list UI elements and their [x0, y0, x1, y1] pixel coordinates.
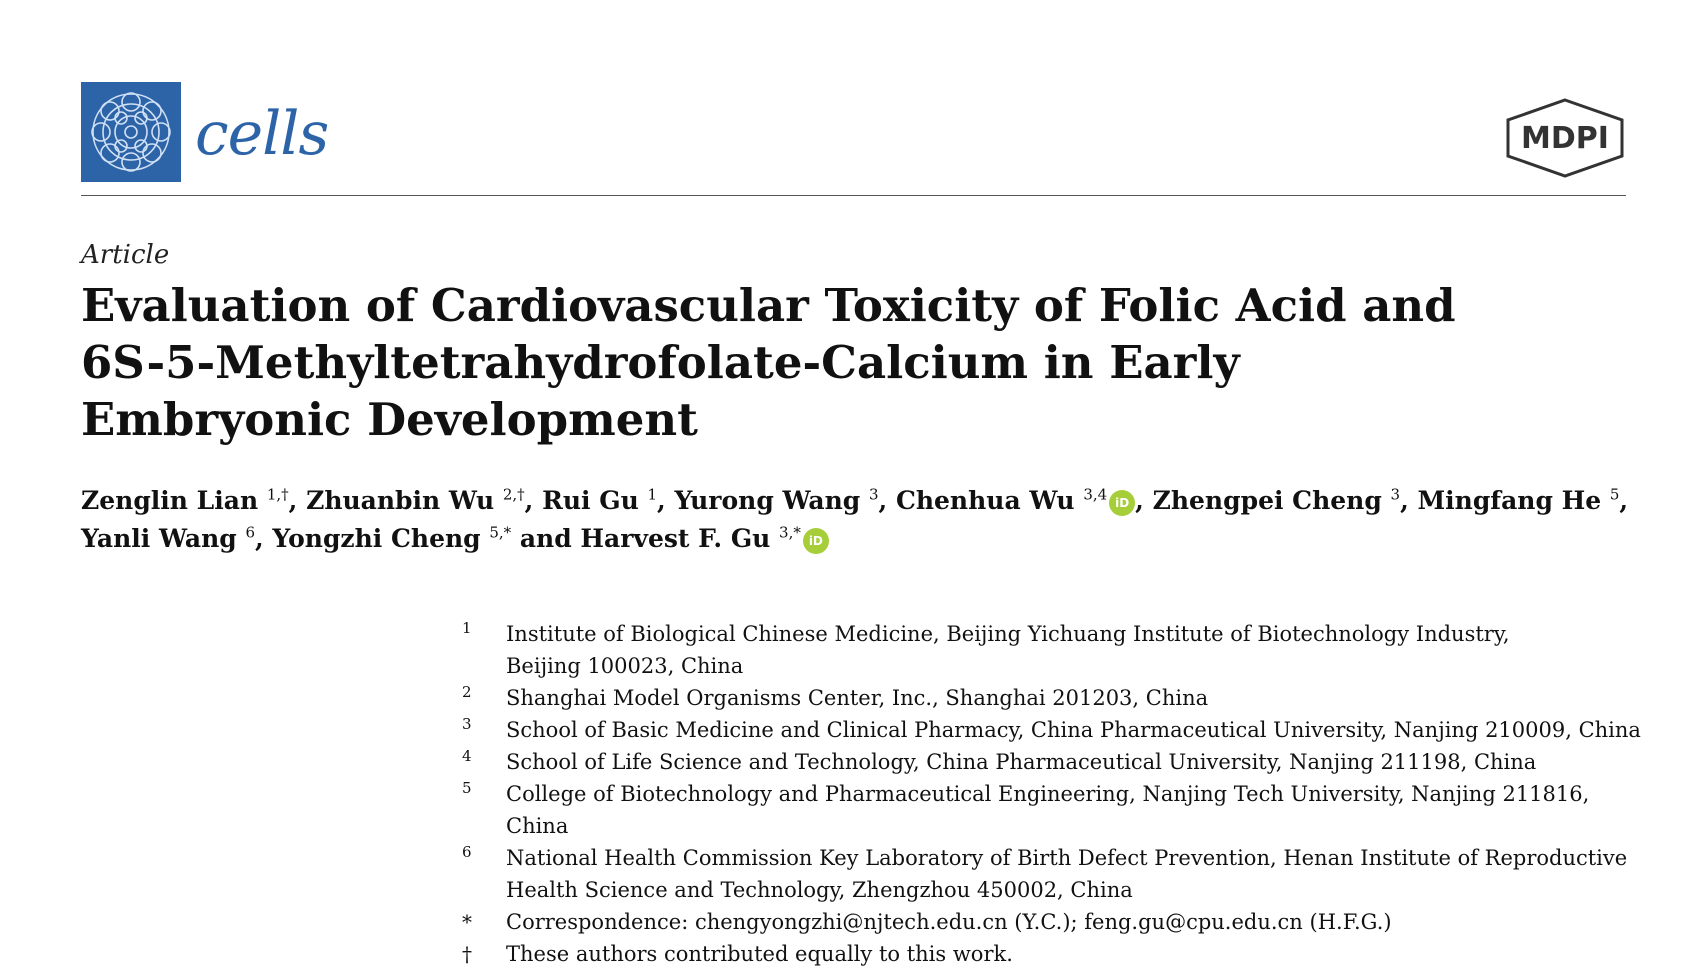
- affiliation-mark: 3: [462, 715, 472, 733]
- author-separator: ,: [524, 486, 543, 515]
- affiliation-text: College of Biotechnology and Pharmaceutical Engineering, Nanjing Tech University, Nanjing 211816, China: [506, 782, 1590, 838]
- affiliation-text: Beijing 100023, China: [506, 654, 744, 678]
- affiliation-text: School of Life Science and Technology, China Pharmaceutical University, Nanjing 211198, China: [506, 750, 1537, 774]
- affiliation-item: [462, 682, 1642, 714]
- author-affiliation-sup: 5,*: [489, 523, 512, 542]
- author-name: Yanli Wang: [81, 524, 246, 553]
- affiliation-text: National Health Commission Key Laboratory of Birth Defect Prevention, Henan Institute of Reproductive: [506, 846, 1628, 870]
- affiliation-item: [462, 842, 1642, 906]
- affiliation-item: [462, 714, 1642, 746]
- journal-logo: [81, 82, 181, 182]
- affiliation-list: [462, 618, 1642, 970]
- affiliation-mark: 1: [462, 619, 472, 637]
- article-type: Article: [81, 240, 170, 270]
- author-affiliation-sup: 3: [1390, 485, 1401, 504]
- affiliation-text: Correspondence: chengyongzhi@njtech.edu.cn (Y.C.); feng.gu@cpu.edu.cn (H.F.G.): [506, 910, 1392, 934]
- affiliation-item: [462, 938, 1642, 970]
- author-separator: ,: [1619, 486, 1629, 515]
- orcid-icon[interactable]: iD: [803, 528, 829, 554]
- author-affiliation-sup: 1,†: [266, 485, 289, 504]
- publisher-logo: [1504, 98, 1626, 178]
- author-name: Chenhua Wu: [895, 486, 1084, 515]
- author-name: Yongzhi Cheng: [272, 524, 490, 553]
- journal-name: cells: [195, 99, 329, 169]
- author-separator: ,: [878, 486, 896, 515]
- author-separator: ,: [288, 486, 307, 515]
- author-affiliation-sup: 2,†: [502, 485, 525, 504]
- article-title: Evaluation of Cardiovascular Toxicity of Folic Acid and 6S-5-Methyltetrahydrofolate-Calcium in Early Embryonic Development: [81, 279, 1456, 446]
- author-list: [81, 482, 1631, 558]
- author-separator: and: [511, 524, 581, 553]
- author-name: Harvest F. Gu: [580, 524, 780, 553]
- affiliation-text: School of Basic Medicine and Clinical Pharmacy, China Pharmaceutical University, Nanjing 210009, China: [506, 718, 1641, 742]
- affiliation-mark: †: [462, 942, 472, 966]
- author-separator: ,: [1400, 486, 1418, 515]
- affiliation-mark: *: [462, 910, 472, 934]
- affiliation-mark: 5: [462, 779, 472, 797]
- affiliation-text: Institute of Biological Chinese Medicine, Beijing Yichuang Institute of Biotechnology Industry,: [506, 622, 1510, 646]
- affiliation-item: [462, 778, 1642, 842]
- author-name: Zhuanbin Wu: [306, 486, 503, 515]
- author-name: Mingfang He: [1417, 486, 1610, 515]
- author-affiliation-sup: 5: [1609, 485, 1620, 504]
- affiliation-item: [462, 906, 1642, 938]
- author-name: Rui Gu: [542, 486, 648, 515]
- affiliation-item: [462, 618, 1642, 682]
- author-affiliation-sup: 3,4: [1083, 485, 1108, 504]
- affiliation-mark: 4: [462, 747, 472, 765]
- journal-header: [81, 82, 1626, 196]
- affiliation-mark: 6: [462, 843, 472, 861]
- header-divider: [81, 195, 1626, 196]
- author-affiliation-sup: 3: [868, 485, 879, 504]
- affiliation-text: Health Science and Technology, Zhengzhou 450002, China: [506, 878, 1133, 902]
- author-separator: ,: [657, 486, 675, 515]
- author-affiliation-sup: 1: [647, 485, 658, 504]
- author-name: Yurong Wang: [674, 486, 869, 515]
- author-separator: ,: [255, 524, 273, 553]
- orcid-icon[interactable]: iD: [1109, 490, 1135, 516]
- author-separator: ,: [1135, 486, 1153, 515]
- affiliation-mark: 2: [462, 683, 472, 701]
- author-affiliation-sup: 6: [245, 523, 255, 542]
- author-name: Zenglin Lian: [81, 486, 267, 515]
- author-name: Zhengpei Cheng: [1152, 486, 1391, 515]
- affiliation-text: Shanghai Model Organisms Center, Inc., Shanghai 201203, China: [506, 686, 1209, 710]
- affiliation-text: These authors contributed equally to this work.: [506, 942, 1013, 966]
- affiliation-item: [462, 746, 1642, 778]
- cell-cluster-icon: [81, 82, 181, 182]
- author-affiliation-sup: 3,*: [779, 523, 801, 542]
- publisher-name: MDPI: [1521, 121, 1609, 156]
